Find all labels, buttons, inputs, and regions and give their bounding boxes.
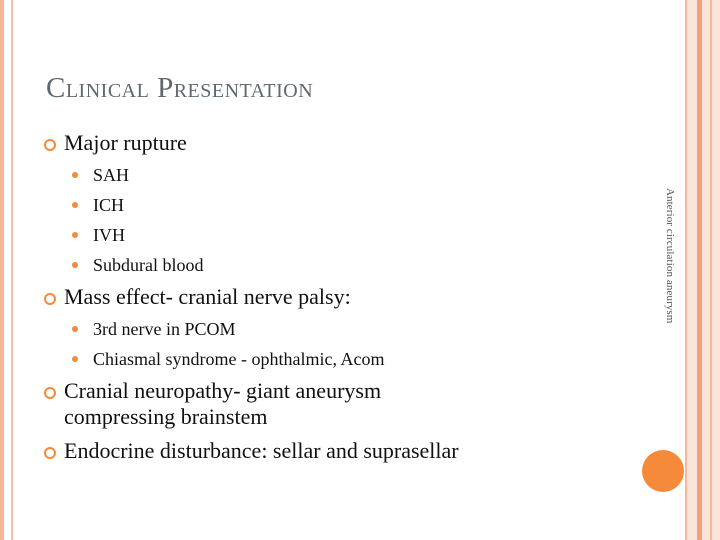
- sub-bullet-item: [44, 164, 644, 186]
- sub-bullet-icon: [72, 172, 78, 178]
- sub-bullet-icon: [72, 356, 78, 362]
- sub-bullet-item: [44, 224, 644, 246]
- sub-bullet-item: [44, 194, 644, 216]
- decorative-circle: [642, 450, 684, 492]
- bullet-icon: [44, 293, 56, 305]
- bullet-item: [44, 284, 644, 310]
- right-decor-line: [697, 0, 702, 540]
- bullet-text-line: compressing brainstem: [64, 404, 268, 429]
- bullet-icon: [44, 447, 56, 459]
- slide-title: Clinical Presentation: [46, 72, 314, 104]
- bullet-text: Endocrine disturbance: sellar and suprasellar: [64, 438, 459, 463]
- sub-bullet-item: [44, 318, 644, 340]
- bullet-text-line: Cranial neuropathy- giant aneurysm: [64, 378, 382, 403]
- sub-bullet-item: [44, 254, 644, 276]
- sub-bullet-text: SAH: [93, 165, 130, 185]
- bullet-item: [44, 378, 644, 430]
- bullet-item: [44, 130, 644, 156]
- sub-bullet-text: Subdural blood: [93, 255, 204, 275]
- sub-bullet-text: Chiasmal syndrome - ophthalmic, Acom: [93, 349, 385, 369]
- bullet-text: Mass effect- cranial nerve palsy:: [64, 284, 351, 309]
- bullet-list: [44, 130, 644, 464]
- sub-bullet-text: ICH: [93, 195, 124, 215]
- bullet-text: Major rupture: [64, 130, 187, 155]
- side-label: Anterior circulation aneurysm: [664, 188, 676, 324]
- bullet-icon: [44, 387, 56, 399]
- left-border-outer: [0, 0, 4, 540]
- right-decor-panel: [685, 0, 720, 540]
- sub-bullet-icon: [72, 262, 78, 268]
- right-decor-line: [685, 0, 687, 540]
- sub-bullet-icon: [72, 232, 78, 238]
- left-border-inner: [11, 0, 13, 540]
- sub-bullet-icon: [72, 326, 78, 332]
- right-decor-line: [710, 0, 712, 540]
- sub-bullet-text: IVH: [93, 225, 125, 245]
- sub-bullet-item: [44, 348, 644, 370]
- bullet-icon: [44, 139, 56, 151]
- sub-bullet-icon: [72, 202, 78, 208]
- sub-bullet-text: 3rd nerve in PCOM: [93, 319, 236, 339]
- bullet-item: [44, 438, 644, 464]
